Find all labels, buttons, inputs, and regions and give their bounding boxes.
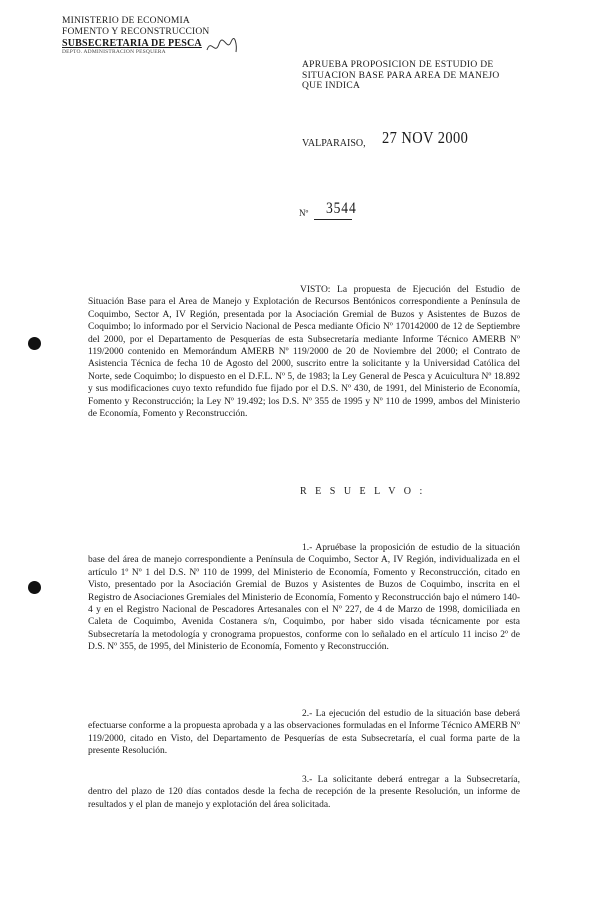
undersecretariat-line: SUBSECRETARIA DE PESCA [62, 38, 202, 49]
punch-hole-upper [28, 337, 41, 350]
ministry-line-1: MINISTERIO DE ECONOMIA [62, 16, 190, 26]
ministry-header [62, 16, 210, 56]
place-label: VALPARAISO, [302, 138, 366, 149]
resolution-number-label: Nº [299, 208, 309, 218]
resolution-summary: APRUEBA PROPOSICION DE ESTUDIO DE SITUACION BASE PARA AREA DE MANEJO QUE INDICA [302, 60, 500, 91]
resolution-number-line [314, 219, 352, 220]
visto-paragraph: VISTO: La propuesta de Ejecución del Estudio de Situación Base para el Area de Manejo y Explotación de Recursos Bentónicos correspondiente a Península de Coquimbo, Sector A, IV Región, presentada por la Asociación Gremial de Buzos y Asistentes de Buzos de Coquimbo; lo informado por el Servicio Nacional de Pesca mediante Oficio Nº 170142000 de 12 de Septiembre del 2000, por el Departamento de Pesquerías de esta Subsecretaría mediante Informe Técnico AMERB Nº 119/2000 contenido en Memorándum AMERB Nº 119/2000 de 20 de Noviembre del 2000; el Contrato de Asistencia Técnica de fecha 10 de Agosto del 2000, suscrito entre la solicitante y la Universidad Católica del Norte, sede Coquimbo; lo dispuesto en el D.F.L. Nº 5, de 1983; la Ley General de Pesca y Acuicultura Nº 18.892 y sus modificaciones cuyo texto refundido fue fijado por el D.S. Nº 430, de 1991, del Ministerio de Economía, Fomento y Reconstrucción; la Ley Nº 19.492; los D.S. Nº 355 de 1995 y Nº 110 de 1999, ambos del Ministerio de Economía, Fomento y Reconstrucción. [88, 285, 520, 420]
article-2: 2.- La ejecución del estudio de la situación base deberá efectuarse conforme a la propuesta aprobada y a las observaciones formuladas en el Informe Técnico AMERB Nº 119/2000, citado en Visto, del Departamento de Pesquerías de esta Subsecretaría, el cual forma parte de la presente Resolución. [88, 709, 520, 757]
resuelvo-heading: R E S U E L V O : [300, 486, 426, 497]
punch-hole-lower [28, 581, 41, 594]
department-stamp: DEPTO. ADMINISTRACION PESQUERA [62, 49, 166, 55]
article-3: 3.- La solicitante deberá entregar a la Subsecretaría, dentro del plazo de 120 días contados desde la fecha de recepción de la presente Resolución, un informe de resultados y el plan de manejo y explotación del área solicitada. [88, 775, 520, 810]
article-1: 1.- Apruébase la proposición de estudio de la situación base del área de manejo correspondiente a Península de Coquimbo, Sector A, IV Región, individualizada en el artículo 1º Nº 1 del D.S. Nº 110 de 1999, del Ministerio de Economía, Fomento y Reconstrucción, citado en Visto, presentado por la Asociación Gremial de Buzos y Asistentes de Buzos de Coquimbo, inscrita en el Registro de Asociaciones Gremiales del Ministerio de Economía, Fomento y Reconstrucción bajo el número 140-4 y en el Registro Nacional de Pescadores Artesanales con el Nº 227, de 4 de Marzo de 1998, domiciliada en Caleta de Coquimbo, Avenida Costanera s/n, Coquimbo, por haber sido visada técnicamente por esta Subsecretaría la metodología y cronograma propuestos, conforme con lo señalado en el artículo 11 inciso 2º de D.S. Nº 355, de 1995, del Ministerio de Economía, Fomento y Reconstrucción. [88, 543, 520, 653]
handwritten-initials [205, 36, 239, 58]
ministry-line-2: FOMENTO Y RECONSTRUCCION [62, 27, 210, 37]
date-stamp: 27 NOV 2000 [382, 128, 469, 147]
resolution-number: 3544 [326, 200, 357, 217]
